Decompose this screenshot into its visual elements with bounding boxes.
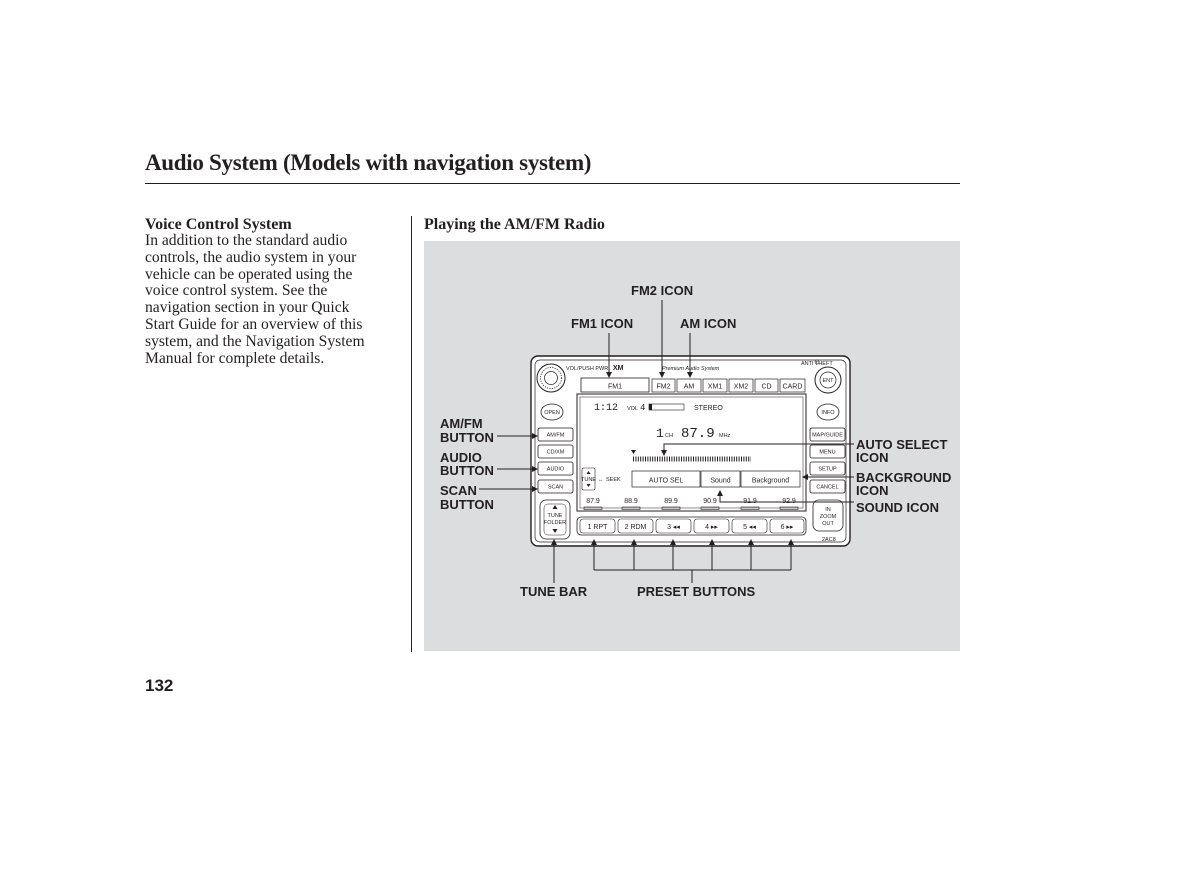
preset-freq-6: 92.9 (782, 498, 796, 505)
preset-button-3[interactable] (656, 519, 691, 533)
sound-icon[interactable] (701, 471, 740, 487)
body-line: Start Guide for an overview of this (145, 315, 363, 333)
preset-freq-3: 89.9 (664, 498, 678, 505)
preset-button-label: 3 ◂◂ (667, 524, 680, 531)
scan-button[interactable] (538, 480, 573, 493)
menu-button[interactable] (810, 445, 845, 458)
band-tab-xm1[interactable] (703, 379, 727, 392)
xm-logo: XM (613, 365, 624, 372)
amfm-button-callout: AM/FM (440, 416, 483, 431)
body-line: In addition to the standard audio (145, 232, 348, 249)
preset-freq-4: 90.9 (703, 498, 717, 505)
background-label: Background (751, 477, 790, 485)
band-tab-label: AM (683, 383, 695, 391)
radio-diagram (424, 241, 960, 651)
frequency-readout: 87.9 (681, 426, 715, 442)
figure-panel (424, 241, 960, 651)
preset-button-2[interactable] (618, 519, 653, 533)
stereo-indicator: STEREO (694, 405, 723, 412)
audio-button-callout-2: BUTTON (440, 463, 494, 478)
sound-label: Sound (710, 477, 731, 485)
zoom-label: ZOOM (819, 514, 837, 520)
title-rule (145, 183, 960, 184)
setup-label: SETUP (818, 466, 837, 473)
tune-indicator-label: TUNE (581, 477, 596, 483)
voice-control-body (145, 233, 395, 367)
preset-freq-1: 87.9 (586, 498, 600, 505)
seek-arrows-icon: ↔ (598, 477, 604, 483)
radio-heading: Playing the AM/FM Radio (424, 216, 605, 233)
amfm-button-callout-2: BUTTON (440, 430, 494, 445)
brand-label: Premium Audio System (662, 366, 720, 372)
scan-button-callout-2: BUTTON (440, 497, 494, 512)
band-tab-label: FM2 (656, 383, 671, 391)
preset-button-label: 4 ▸▸ (705, 524, 718, 531)
body-line: vehicle can be operated using the (145, 265, 353, 283)
amfm-button[interactable] (538, 428, 573, 441)
band-tab-label: XM2 (733, 383, 749, 391)
audio-label: AUDIO (546, 466, 565, 473)
amfm-label: AM/FM (546, 432, 565, 439)
preset-freq-5: 91.9 (743, 498, 757, 505)
page-title: Audio System (Models with navigation system) (145, 150, 592, 175)
menu-label: MENU (819, 449, 836, 456)
audio-button-callout: AUDIO (440, 450, 482, 465)
preset-button-label: 6 ▸▸ (780, 524, 794, 531)
body-line: voice control system. See the (145, 282, 328, 300)
seek-label: SEEK (606, 477, 621, 483)
mhz-label: MHz (719, 433, 731, 439)
body-line: Manual for complete details. (145, 349, 325, 367)
band-tab-card[interactable] (780, 379, 805, 392)
folder-label: FOLDER (543, 520, 567, 526)
background-icon-callout-2: ICON (856, 483, 889, 498)
vol-label: VOL (627, 406, 639, 412)
zoom-rocker[interactable] (813, 500, 843, 531)
open-label: OPEN (544, 410, 560, 416)
volume-knob[interactable] (537, 364, 565, 392)
tune-label: TUNE (547, 513, 563, 519)
page-number: 132 (145, 676, 174, 695)
vol-pwr-label: VOL/PUSH PWR (566, 366, 609, 372)
background-icon[interactable] (741, 471, 800, 487)
ch-label: CH (665, 433, 673, 439)
map-guide-button[interactable] (810, 428, 845, 441)
band-tab-label: CD (761, 383, 772, 391)
zoom-out-label: OUT (822, 521, 834, 527)
channel-number: 1 (656, 426, 664, 441)
cdxm-label: CD/XM (546, 449, 565, 456)
body-line: system, and the Navigation System (145, 332, 365, 350)
auto-select-icon-callout-2: ICON (856, 450, 889, 465)
vol-value: 4 (640, 403, 646, 413)
info-label: INFO (821, 410, 835, 416)
preset-button-4[interactable] (694, 519, 729, 533)
audio-button[interactable] (538, 462, 573, 475)
cdxm-button[interactable] (538, 445, 573, 458)
preset-button-label: 5 ◂◂ (743, 524, 756, 531)
band-tab-label: FM1 (608, 383, 622, 391)
auto-sel-icon[interactable] (632, 471, 700, 487)
preset-button-1[interactable] (580, 519, 615, 533)
setup-button[interactable] (810, 462, 845, 475)
preset-button-label: 1 RPT (587, 524, 608, 531)
band-tab-cd[interactable] (755, 379, 778, 392)
preset-buttons-callout: PRESET BUTTONS (637, 584, 756, 599)
body-line: navigation section in your Quick (145, 299, 350, 317)
zoom-in-label: IN (825, 507, 831, 513)
preset-freq-2: 88.9 (624, 498, 638, 505)
model-code: 2AC8 (822, 537, 836, 543)
voice-control-heading: Voice Control System (145, 216, 292, 233)
am-icon-callout: AM ICON (680, 316, 737, 331)
preset-button-5[interactable] (732, 519, 767, 533)
band-tab-xm2[interactable] (729, 379, 753, 392)
background-icon-callout: BACKGROUND (856, 470, 952, 485)
ent-knob[interactable] (815, 367, 841, 393)
scan-label: SCAN (547, 484, 564, 491)
sound-icon-callout: SOUND ICON (856, 500, 940, 515)
fm1-icon-callout: FM1 ICON (571, 316, 634, 331)
info-button[interactable] (817, 404, 839, 420)
map-guide-label: MAP/GUIDE (812, 432, 843, 439)
anti-theft-label: ANTI THEFT (801, 361, 833, 367)
tune-bar-callout: TUNE BAR (520, 584, 588, 599)
band-tab-label: CARD (782, 383, 803, 391)
band-tab-fm2[interactable] (652, 379, 675, 392)
band-tab-am[interactable] (677, 379, 701, 392)
auto-select-icon-callout: AUTO SELECT (856, 437, 948, 452)
scan-button-callout: SCAN (440, 483, 477, 498)
cancel-label: CANCEL (816, 484, 839, 491)
auto-sel-label: AUTO SEL (648, 477, 684, 485)
preset-button-label: 2 RDM (624, 524, 647, 531)
band-tab-label: XM1 (707, 383, 723, 391)
preset-button-6[interactable] (770, 519, 804, 533)
body-line: controls, the audio system in your (145, 248, 357, 266)
fm2-icon-callout: FM2 ICON (631, 283, 694, 298)
cancel-button[interactable] (810, 480, 845, 493)
tune-folder-bar[interactable] (540, 500, 570, 539)
clock: 1:12 (594, 403, 619, 414)
ent-label: ENT (822, 378, 834, 384)
column-divider (411, 216, 412, 652)
band-tab-fm1[interactable] (581, 378, 649, 392)
open-button[interactable] (541, 404, 563, 420)
